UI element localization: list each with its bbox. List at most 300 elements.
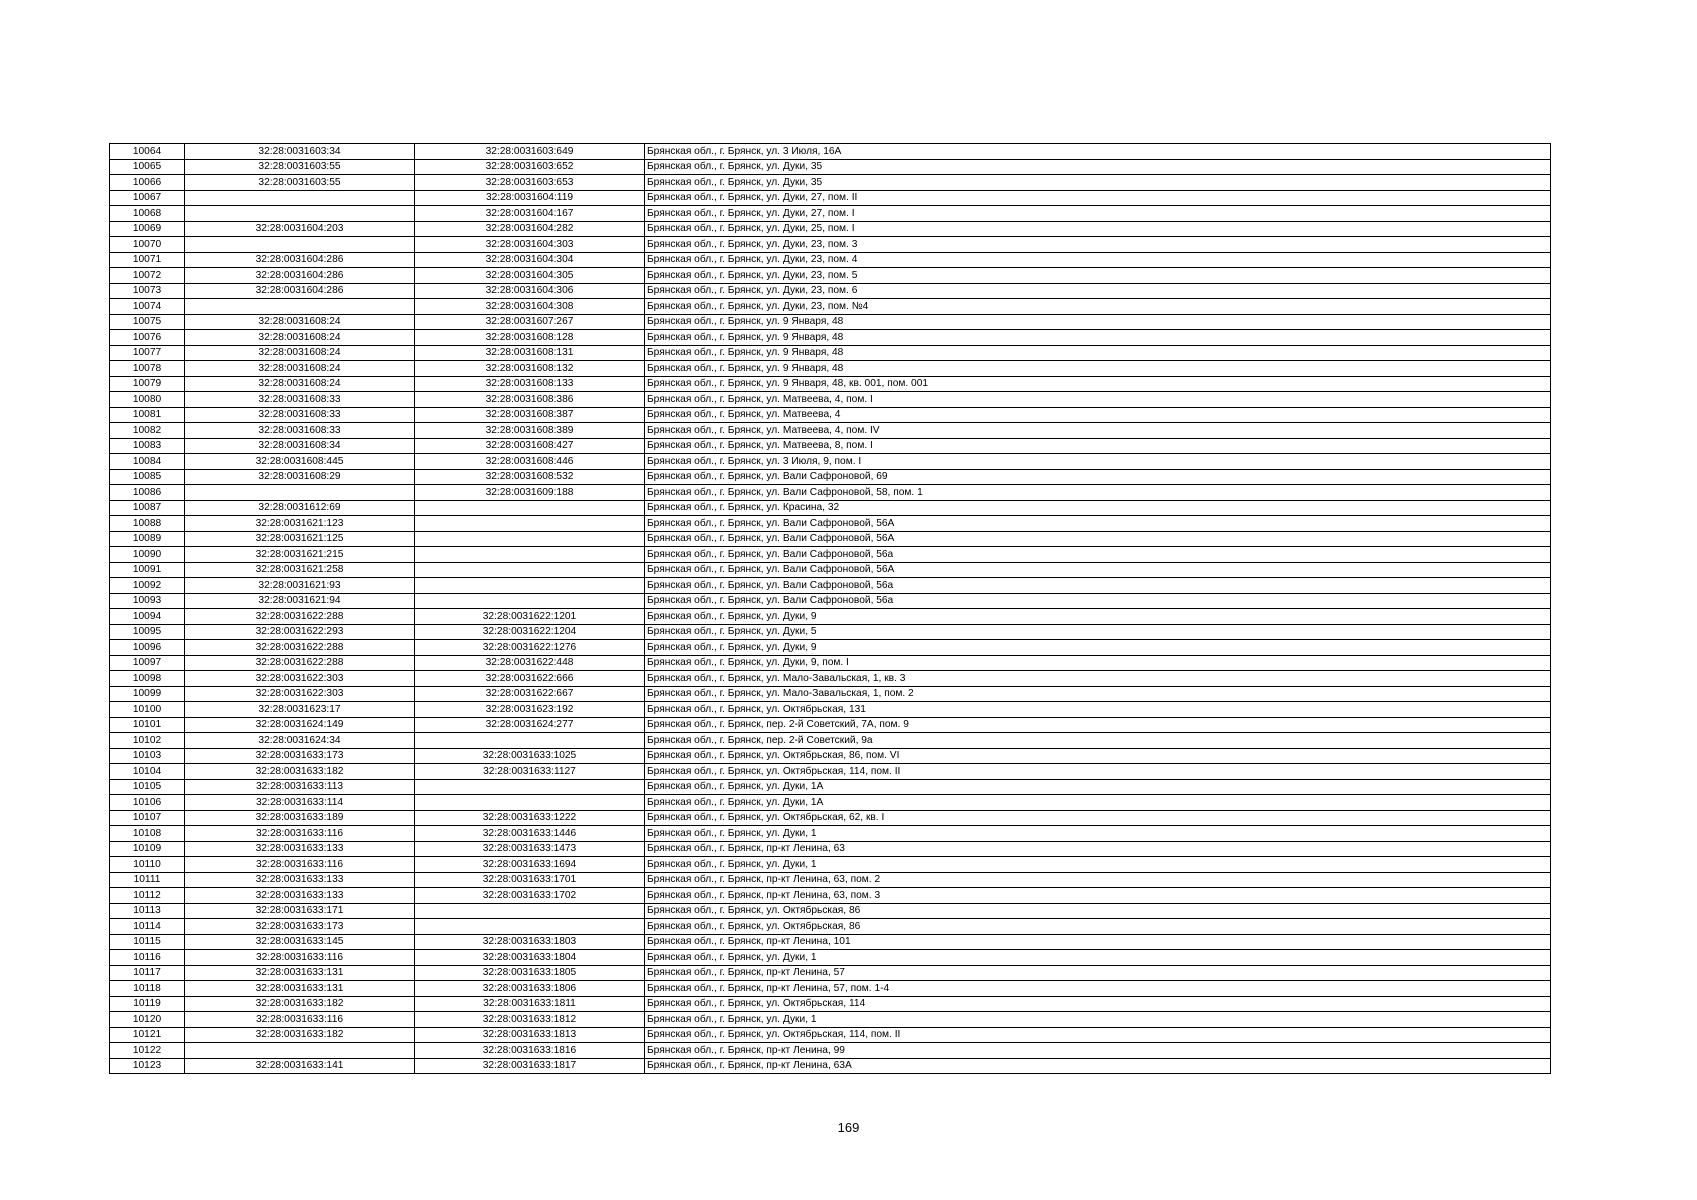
land-cadastral-number-cell: 32:28:0031633:173	[185, 919, 415, 935]
table-row	[110, 392, 1551, 408]
row-number-cell: 10091	[110, 562, 185, 578]
land-cadastral-number-cell: 32:28:0031633:182	[185, 764, 415, 780]
object-cadastral-number-cell: 32:28:0031623:192	[415, 702, 645, 718]
row-number-cell: 10068	[110, 206, 185, 222]
row-number-cell: 10074	[110, 299, 185, 315]
address-cell: Брянская обл., г. Брянск, ул. Дуки, 9	[645, 609, 1551, 625]
row-number-cell: 10108	[110, 826, 185, 842]
land-cadastral-number-cell: 32:28:0031608:24	[185, 376, 415, 392]
address-cell: Брянская обл., г. Брянск, ул. Октябрьская, 131	[645, 702, 1551, 718]
land-cadastral-number-cell: 32:28:0031621:94	[185, 593, 415, 609]
object-cadastral-number-cell: 32:28:0031622:1276	[415, 640, 645, 656]
row-number-cell: 10076	[110, 330, 185, 346]
object-cadastral-number-cell	[415, 919, 645, 935]
land-cadastral-number-cell: 32:28:0031608:33	[185, 392, 415, 408]
land-cadastral-number-cell: 32:28:0031604:286	[185, 268, 415, 284]
object-cadastral-number-cell: 32:28:0031633:1446	[415, 826, 645, 842]
land-cadastral-number-cell: 32:28:0031612:69	[185, 500, 415, 516]
land-cadastral-number-cell: 32:28:0031603:55	[185, 175, 415, 191]
object-cadastral-number-cell: 32:28:0031633:1805	[415, 965, 645, 981]
address-cell: Брянская обл., г. Брянск, ул. Дуки, 1	[645, 826, 1551, 842]
registry-table	[109, 143, 1551, 1074]
land-cadastral-number-cell	[185, 485, 415, 501]
object-cadastral-number-cell: 32:28:0031633:1811	[415, 996, 645, 1012]
table-row	[110, 206, 1551, 222]
land-cadastral-number-cell: 32:28:0031624:149	[185, 717, 415, 733]
land-cadastral-number-cell: 32:28:0031633:116	[185, 1012, 415, 1028]
land-cadastral-number-cell: 32:28:0031622:293	[185, 624, 415, 640]
address-cell: Брянская обл., г. Брянск, ул. Дуки, 25, пом. I	[645, 221, 1551, 237]
row-number-cell: 10089	[110, 531, 185, 547]
row-number-cell: 10079	[110, 376, 185, 392]
table-row	[110, 500, 1551, 516]
object-cadastral-number-cell	[415, 733, 645, 749]
object-cadastral-number-cell: 32:28:0031633:1694	[415, 857, 645, 873]
land-cadastral-number-cell: 32:28:0031633:133	[185, 888, 415, 904]
object-cadastral-number-cell	[415, 779, 645, 795]
address-cell: Брянская обл., г. Брянск, ул. Вали Сафроновой, 58, пом. 1	[645, 485, 1551, 501]
object-cadastral-number-cell: 32:28:0031608:133	[415, 376, 645, 392]
land-cadastral-number-cell: 32:28:0031621:258	[185, 562, 415, 578]
address-cell: Брянская обл., г. Брянск, пр-кт Ленина, 63	[645, 841, 1551, 857]
land-cadastral-number-cell: 32:28:0031608:33	[185, 407, 415, 423]
address-cell: Брянская обл., г. Брянск, ул. Октябрьская, 86	[645, 919, 1551, 935]
address-cell: Брянская обл., г. Брянск, пер. 2-й Советский, 9а	[645, 733, 1551, 749]
table-row	[110, 485, 1551, 501]
address-cell: Брянская обл., г. Брянск, ул. Дуки, 23, пом. №4	[645, 299, 1551, 315]
land-cadastral-number-cell: 32:28:0031608:33	[185, 423, 415, 439]
address-cell: Брянская обл., г. Брянск, ул. Матвеева, 4, пом. I	[645, 392, 1551, 408]
object-cadastral-number-cell: 32:28:0031604:304	[415, 252, 645, 268]
land-cadastral-number-cell: 32:28:0031633:133	[185, 841, 415, 857]
table-row	[110, 562, 1551, 578]
land-cadastral-number-cell: 32:28:0031622:288	[185, 655, 415, 671]
row-number-cell: 10067	[110, 190, 185, 206]
row-number-cell: 10122	[110, 1043, 185, 1059]
land-cadastral-number-cell: 32:28:0031633:141	[185, 1058, 415, 1074]
land-cadastral-number-cell: 32:28:0031633:145	[185, 934, 415, 950]
land-cadastral-number-cell: 32:28:0031608:445	[185, 454, 415, 470]
row-number-cell: 10065	[110, 159, 185, 175]
object-cadastral-number-cell: 32:28:0031608:128	[415, 330, 645, 346]
row-number-cell: 10115	[110, 934, 185, 950]
object-cadastral-number-cell: 32:28:0031633:1812	[415, 1012, 645, 1028]
table-row	[110, 965, 1551, 981]
object-cadastral-number-cell: 32:28:0031622:1204	[415, 624, 645, 640]
address-cell: Брянская обл., г. Брянск, пр-кт Ленина, 99	[645, 1043, 1551, 1059]
land-cadastral-number-cell: 32:28:0031621:93	[185, 578, 415, 594]
object-cadastral-number-cell: 32:28:0031603:649	[415, 144, 645, 160]
land-cadastral-number-cell: 32:28:0031622:303	[185, 686, 415, 702]
row-number-cell: 10094	[110, 609, 185, 625]
row-number-cell: 10102	[110, 733, 185, 749]
land-cadastral-number-cell: 32:28:0031624:34	[185, 733, 415, 749]
row-number-cell: 10077	[110, 345, 185, 361]
land-cadastral-number-cell: 32:28:0031633:133	[185, 872, 415, 888]
table-row	[110, 779, 1551, 795]
object-cadastral-number-cell: 32:28:0031603:652	[415, 159, 645, 175]
object-cadastral-number-cell: 32:28:0031604:308	[415, 299, 645, 315]
land-cadastral-number-cell: 32:28:0031633:113	[185, 779, 415, 795]
table-row	[110, 144, 1551, 160]
table-row	[110, 748, 1551, 764]
row-number-cell: 10082	[110, 423, 185, 439]
address-cell: Брянская обл., г. Брянск, ул. Дуки, 1А	[645, 795, 1551, 811]
table-row	[110, 531, 1551, 547]
object-cadastral-number-cell: 32:28:0031624:277	[415, 717, 645, 733]
table-row	[110, 516, 1551, 532]
row-number-cell: 10064	[110, 144, 185, 160]
land-cadastral-number-cell: 32:28:0031603:55	[185, 159, 415, 175]
object-cadastral-number-cell: 32:28:0031603:653	[415, 175, 645, 191]
object-cadastral-number-cell: 32:28:0031633:1816	[415, 1043, 645, 1059]
object-cadastral-number-cell: 32:28:0031633:1804	[415, 950, 645, 966]
address-cell: Брянская обл., г. Брянск, пр-кт Ленина, 63, пом. 2	[645, 872, 1551, 888]
row-number-cell: 10114	[110, 919, 185, 935]
land-cadastral-number-cell: 32:28:0031623:17	[185, 702, 415, 718]
object-cadastral-number-cell: 32:28:0031622:448	[415, 655, 645, 671]
address-cell: Брянская обл., г. Брянск, ул. Вали Сафроновой, 56А	[645, 531, 1551, 547]
object-cadastral-number-cell: 32:28:0031622:666	[415, 671, 645, 687]
land-cadastral-number-cell: 32:28:0031633:173	[185, 748, 415, 764]
table-row	[110, 624, 1551, 640]
table-row	[110, 764, 1551, 780]
row-number-cell: 10097	[110, 655, 185, 671]
row-number-cell: 10112	[110, 888, 185, 904]
address-cell: Брянская обл., г. Брянск, ул. Октябрьская, 86	[645, 903, 1551, 919]
address-cell: Брянская обл., г. Брянск, ул. 3 Июля, 9, пом. I	[645, 454, 1551, 470]
object-cadastral-number-cell: 32:28:0031633:1702	[415, 888, 645, 904]
address-cell: Брянская обл., г. Брянск, ул. Октябрьская, 62, кв. I	[645, 810, 1551, 826]
object-cadastral-number-cell: 32:28:0031604:119	[415, 190, 645, 206]
object-cadastral-number-cell	[415, 516, 645, 532]
land-cadastral-number-cell: 32:28:0031604:203	[185, 221, 415, 237]
land-cadastral-number-cell: 32:28:0031608:24	[185, 345, 415, 361]
row-number-cell: 10121	[110, 1027, 185, 1043]
address-cell: Брянская обл., г. Брянск, ул. Дуки, 5	[645, 624, 1551, 640]
address-cell: Брянская обл., г. Брянск, ул. Дуки, 1А	[645, 779, 1551, 795]
row-number-cell: 10085	[110, 469, 185, 485]
address-cell: Брянская обл., г. Брянск, ул. Матвеева, 4, пом. IV	[645, 423, 1551, 439]
address-cell: Брянская обл., г. Брянск, ул. 9 Января, 48	[645, 345, 1551, 361]
address-cell: Брянская обл., г. Брянск, пр-кт Ленина, 57	[645, 965, 1551, 981]
object-cadastral-number-cell	[415, 562, 645, 578]
table-row	[110, 717, 1551, 733]
table-row	[110, 454, 1551, 470]
land-cadastral-number-cell: 32:28:0031633:116	[185, 857, 415, 873]
object-cadastral-number-cell: 32:28:0031607:267	[415, 314, 645, 330]
address-cell: Брянская обл., г. Брянск, ул. Дуки, 1	[645, 950, 1551, 966]
row-number-cell: 10090	[110, 547, 185, 563]
row-number-cell: 10071	[110, 252, 185, 268]
table-row	[110, 1043, 1551, 1059]
row-number-cell: 10099	[110, 686, 185, 702]
land-cadastral-number-cell: 32:28:0031633:171	[185, 903, 415, 919]
address-cell: Брянская обл., г. Брянск, ул. Октябрьская, 86, пом. VI	[645, 748, 1551, 764]
row-number-cell: 10083	[110, 438, 185, 454]
address-cell: Брянская обл., г. Брянск, ул. 9 Января, 48	[645, 330, 1551, 346]
address-cell: Брянская обл., г. Брянск, ул. Дуки, 35	[645, 175, 1551, 191]
object-cadastral-number-cell: 32:28:0031633:1701	[415, 872, 645, 888]
address-cell: Брянская обл., г. Брянск, ул. 3 Июля, 16А	[645, 144, 1551, 160]
object-cadastral-number-cell: 32:28:0031604:167	[415, 206, 645, 222]
row-number-cell: 10075	[110, 314, 185, 330]
land-cadastral-number-cell	[185, 299, 415, 315]
land-cadastral-number-cell: 32:28:0031621:215	[185, 547, 415, 563]
table-row	[110, 345, 1551, 361]
row-number-cell: 10096	[110, 640, 185, 656]
row-number-cell: 10087	[110, 500, 185, 516]
land-cadastral-number-cell: 32:28:0031608:24	[185, 330, 415, 346]
address-cell: Брянская обл., г. Брянск, ул. Октябрьская, 114, пом. II	[645, 764, 1551, 780]
object-cadastral-number-cell: 32:28:0031604:282	[415, 221, 645, 237]
table-row	[110, 888, 1551, 904]
table-row	[110, 423, 1551, 439]
row-number-cell: 10092	[110, 578, 185, 594]
table-row	[110, 640, 1551, 656]
address-cell: Брянская обл., г. Брянск, ул. Дуки, 1	[645, 1012, 1551, 1028]
object-cadastral-number-cell: 32:28:0031604:305	[415, 268, 645, 284]
address-cell: Брянская обл., г. Брянск, ул. 9 Января, 48	[645, 314, 1551, 330]
address-cell: Брянская обл., г. Брянск, ул. Мало-Завальская, 1, пом. 2	[645, 686, 1551, 702]
row-number-cell: 10123	[110, 1058, 185, 1074]
object-cadastral-number-cell: 32:28:0031622:667	[415, 686, 645, 702]
table-row	[110, 407, 1551, 423]
row-number-cell: 10100	[110, 702, 185, 718]
row-number-cell: 10113	[110, 903, 185, 919]
land-cadastral-number-cell: 32:28:0031608:24	[185, 361, 415, 377]
row-number-cell: 10078	[110, 361, 185, 377]
object-cadastral-number-cell	[415, 547, 645, 563]
land-cadastral-number-cell	[185, 1043, 415, 1059]
row-number-cell: 10070	[110, 237, 185, 253]
row-number-cell: 10120	[110, 1012, 185, 1028]
land-cadastral-number-cell	[185, 206, 415, 222]
row-number-cell: 10098	[110, 671, 185, 687]
row-number-cell: 10080	[110, 392, 185, 408]
row-number-cell: 10073	[110, 283, 185, 299]
address-cell: Брянская обл., г. Брянск, ул. Дуки, 9, пом. I	[645, 655, 1551, 671]
table-row	[110, 268, 1551, 284]
address-cell: Брянская обл., г. Брянск, ул. Дуки, 9	[645, 640, 1551, 656]
address-cell: Брянская обл., г. Брянск, ул. Дуки, 27, пом. I	[645, 206, 1551, 222]
table-row	[110, 686, 1551, 702]
object-cadastral-number-cell: 32:28:0031609:188	[415, 485, 645, 501]
address-cell: Брянская обл., г. Брянск, ул. 9 Января, 48, кв. 001, пом. 001	[645, 376, 1551, 392]
table-row	[110, 159, 1551, 175]
table-row	[110, 237, 1551, 253]
table-row	[110, 733, 1551, 749]
land-cadastral-number-cell: 32:28:0031633:182	[185, 996, 415, 1012]
land-cadastral-number-cell: 32:28:0031633:116	[185, 950, 415, 966]
table-row	[110, 810, 1551, 826]
row-number-cell: 10095	[110, 624, 185, 640]
object-cadastral-number-cell: 32:28:0031633:1222	[415, 810, 645, 826]
address-cell: Брянская обл., г. Брянск, ул. 9 Января, 48	[645, 361, 1551, 377]
registry-table-body	[110, 144, 1551, 1074]
table-row	[110, 919, 1551, 935]
land-cadastral-number-cell: 32:28:0031604:286	[185, 283, 415, 299]
object-cadastral-number-cell: 32:28:0031608:427	[415, 438, 645, 454]
land-cadastral-number-cell: 32:28:0031633:182	[185, 1027, 415, 1043]
row-number-cell: 10109	[110, 841, 185, 857]
object-cadastral-number-cell	[415, 531, 645, 547]
object-cadastral-number-cell: 32:28:0031633:1817	[415, 1058, 645, 1074]
address-cell: Брянская обл., г. Брянск, ул. Вали Сафроновой, 56А	[645, 516, 1551, 532]
address-cell: Брянская обл., г. Брянск, ул. Дуки, 23, пом. 4	[645, 252, 1551, 268]
address-cell: Брянская обл., г. Брянск, ул. Вали Сафроновой, 56а	[645, 578, 1551, 594]
row-number-cell: 10119	[110, 996, 185, 1012]
object-cadastral-number-cell: 32:28:0031622:1201	[415, 609, 645, 625]
table-row	[110, 299, 1551, 315]
address-cell: Брянская обл., г. Брянск, ул. Дуки, 1	[645, 857, 1551, 873]
object-cadastral-number-cell: 32:28:0031608:387	[415, 407, 645, 423]
object-cadastral-number-cell	[415, 500, 645, 516]
land-cadastral-number-cell: 32:28:0031622:288	[185, 640, 415, 656]
object-cadastral-number-cell: 32:28:0031633:1473	[415, 841, 645, 857]
address-cell: Брянская обл., г. Брянск, ул. Вали Сафроновой, 56а	[645, 593, 1551, 609]
table-row	[110, 330, 1551, 346]
row-number-cell: 10069	[110, 221, 185, 237]
table-row	[110, 996, 1551, 1012]
address-cell: Брянская обл., г. Брянск, ул. Красина, 32	[645, 500, 1551, 516]
land-cadastral-number-cell: 32:28:0031608:29	[185, 469, 415, 485]
table-row	[110, 593, 1551, 609]
table-row	[110, 981, 1551, 997]
land-cadastral-number-cell: 32:28:0031633:131	[185, 965, 415, 981]
land-cadastral-number-cell: 32:28:0031608:34	[185, 438, 415, 454]
object-cadastral-number-cell: 32:28:0031608:389	[415, 423, 645, 439]
table-row	[110, 872, 1551, 888]
table-row	[110, 655, 1551, 671]
table-row	[110, 547, 1551, 563]
row-number-cell: 10118	[110, 981, 185, 997]
table-row	[110, 314, 1551, 330]
object-cadastral-number-cell	[415, 593, 645, 609]
object-cadastral-number-cell: 32:28:0031604:303	[415, 237, 645, 253]
object-cadastral-number-cell: 32:28:0031608:386	[415, 392, 645, 408]
land-cadastral-number-cell: 32:28:0031622:303	[185, 671, 415, 687]
land-cadastral-number-cell	[185, 237, 415, 253]
land-cadastral-number-cell: 32:28:0031633:116	[185, 826, 415, 842]
table-row	[110, 175, 1551, 191]
page-number: 169	[837, 1120, 860, 1135]
table-row	[110, 221, 1551, 237]
address-cell: Брянская обл., г. Брянск, ул. Дуки, 23, пом. 6	[645, 283, 1551, 299]
table-row	[110, 438, 1551, 454]
object-cadastral-number-cell: 32:28:0031633:1127	[415, 764, 645, 780]
land-cadastral-number-cell: 32:28:0031621:125	[185, 531, 415, 547]
row-number-cell: 10066	[110, 175, 185, 191]
object-cadastral-number-cell	[415, 903, 645, 919]
table-row	[110, 578, 1551, 594]
row-number-cell: 10086	[110, 485, 185, 501]
row-number-cell: 10105	[110, 779, 185, 795]
table-row	[110, 795, 1551, 811]
address-cell: Брянская обл., г. Брянск, ул. Вали Сафроновой, 69	[645, 469, 1551, 485]
address-cell: Брянская обл., г. Брянск, пр-кт Ленина, 63А	[645, 1058, 1551, 1074]
address-cell: Брянская обл., г. Брянск, ул. Октябрьская, 114, пом. II	[645, 1027, 1551, 1043]
address-cell: Брянская обл., г. Брянск, ул. Дуки, 23, пом. 3	[645, 237, 1551, 253]
table-row	[110, 671, 1551, 687]
object-cadastral-number-cell: 32:28:0031633:1806	[415, 981, 645, 997]
address-cell: Брянская обл., г. Брянск, ул. Дуки, 27, пом. II	[645, 190, 1551, 206]
land-cadastral-number-cell: 32:28:0031604:286	[185, 252, 415, 268]
row-number-cell: 10116	[110, 950, 185, 966]
object-cadastral-number-cell: 32:28:0031633:1813	[415, 1027, 645, 1043]
row-number-cell: 10084	[110, 454, 185, 470]
land-cadastral-number-cell	[185, 190, 415, 206]
object-cadastral-number-cell	[415, 578, 645, 594]
row-number-cell: 10106	[110, 795, 185, 811]
address-cell: Брянская обл., г. Брянск, ул. Матвеева, 8, пом. I	[645, 438, 1551, 454]
row-number-cell: 10081	[110, 407, 185, 423]
table-row	[110, 469, 1551, 485]
table-row	[110, 950, 1551, 966]
row-number-cell: 10107	[110, 810, 185, 826]
table-row	[110, 1027, 1551, 1043]
row-number-cell: 10111	[110, 872, 185, 888]
address-cell: Брянская обл., г. Брянск, пр-кт Ленина, 101	[645, 934, 1551, 950]
address-cell: Брянская обл., г. Брянск, ул. Октябрьская, 114	[645, 996, 1551, 1012]
table-row	[110, 702, 1551, 718]
table-row	[110, 1012, 1551, 1028]
land-cadastral-number-cell: 32:28:0031621:123	[185, 516, 415, 532]
table-row	[110, 376, 1551, 392]
address-cell: Брянская обл., г. Брянск, ул. Дуки, 23, пом. 5	[645, 268, 1551, 284]
land-cadastral-number-cell: 32:28:0031608:24	[185, 314, 415, 330]
table-row	[110, 361, 1551, 377]
land-cadastral-number-cell: 32:28:0031603:34	[185, 144, 415, 160]
object-cadastral-number-cell: 32:28:0031608:446	[415, 454, 645, 470]
table-row	[110, 1058, 1551, 1074]
table-row	[110, 252, 1551, 268]
object-cadastral-number-cell	[415, 795, 645, 811]
land-cadastral-number-cell: 32:28:0031633:114	[185, 795, 415, 811]
address-cell: Брянская обл., г. Брянск, пр-кт Ленина, 57, пом. 1-4	[645, 981, 1551, 997]
address-cell: Брянская обл., г. Брянск, ул. Матвеева, 4	[645, 407, 1551, 423]
object-cadastral-number-cell: 32:28:0031633:1025	[415, 748, 645, 764]
row-number-cell: 10093	[110, 593, 185, 609]
table-row	[110, 903, 1551, 919]
table-row	[110, 283, 1551, 299]
address-cell: Брянская обл., г. Брянск, пер. 2-й Советский, 7А, пом. 9	[645, 717, 1551, 733]
table-row	[110, 841, 1551, 857]
table-row	[110, 190, 1551, 206]
table-row	[110, 857, 1551, 873]
address-cell: Брянская обл., г. Брянск, ул. Мало-Завальская, 1, кв. 3	[645, 671, 1551, 687]
row-number-cell: 10117	[110, 965, 185, 981]
table-row	[110, 934, 1551, 950]
table-row	[110, 826, 1551, 842]
row-number-cell: 10072	[110, 268, 185, 284]
address-cell: Брянская обл., г. Брянск, ул. Дуки, 35	[645, 159, 1551, 175]
object-cadastral-number-cell: 32:28:0031608:132	[415, 361, 645, 377]
object-cadastral-number-cell: 32:28:0031633:1803	[415, 934, 645, 950]
address-cell: Брянская обл., г. Брянск, ул. Вали Сафроновой, 56А	[645, 562, 1551, 578]
land-cadastral-number-cell: 32:28:0031622:288	[185, 609, 415, 625]
object-cadastral-number-cell: 32:28:0031608:532	[415, 469, 645, 485]
row-number-cell: 10088	[110, 516, 185, 532]
row-number-cell: 10101	[110, 717, 185, 733]
row-number-cell: 10103	[110, 748, 185, 764]
land-cadastral-number-cell: 32:28:0031633:131	[185, 981, 415, 997]
address-cell: Брянская обл., г. Брянск, пр-кт Ленина, 63, пом. 3	[645, 888, 1551, 904]
table-row	[110, 609, 1551, 625]
object-cadastral-number-cell: 32:28:0031604:306	[415, 283, 645, 299]
object-cadastral-number-cell: 32:28:0031608:131	[415, 345, 645, 361]
row-number-cell: 10110	[110, 857, 185, 873]
